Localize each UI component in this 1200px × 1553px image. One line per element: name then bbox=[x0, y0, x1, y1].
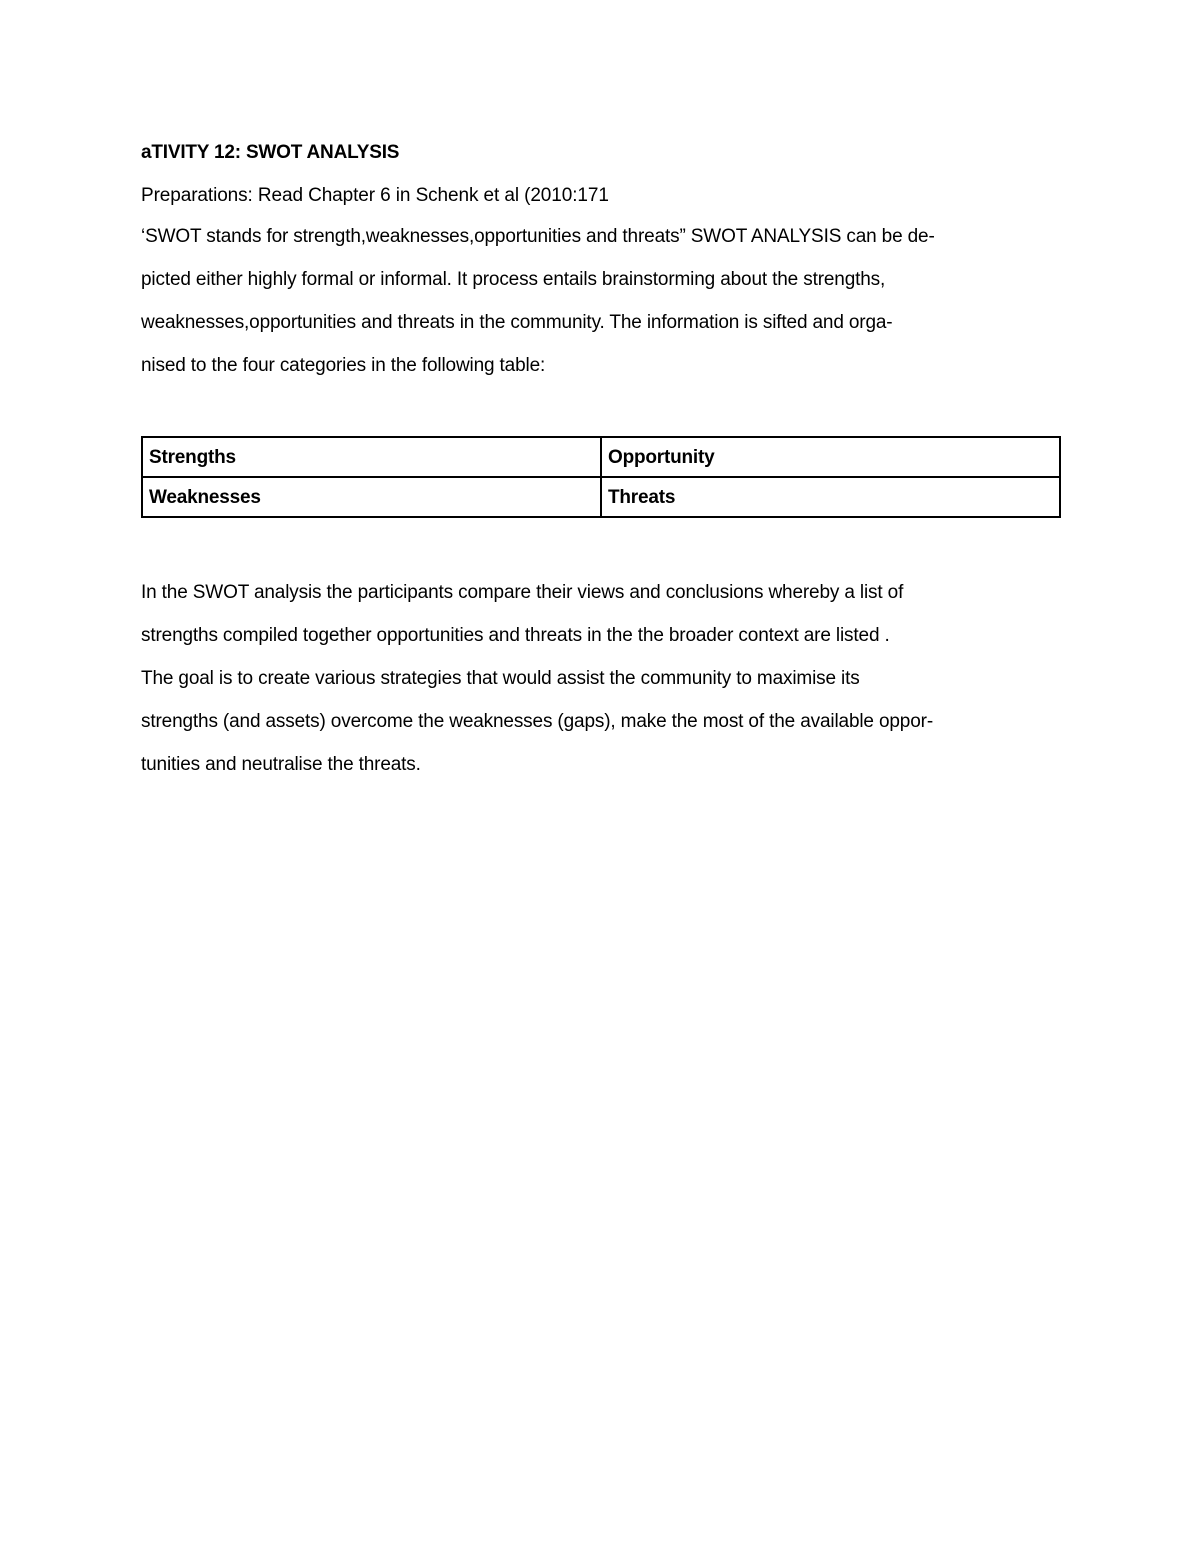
conclusion-line: In the SWOT analysis the participants compare their views and conclusions whereby a list of bbox=[141, 582, 904, 603]
conclusion-line: strengths compiled together opportunities and threats in the the broader context are listed . bbox=[141, 625, 890, 646]
preparations-line: Preparations: Read Chapter 6 in Schenk et al (2010:171 bbox=[141, 185, 609, 206]
table-cell-weaknesses: Weaknesses bbox=[142, 477, 601, 517]
table-cell-threats: Threats bbox=[601, 477, 1060, 517]
table-row bbox=[142, 477, 1060, 517]
activity-title: aTIVITY 12: SWOT ANALYSIS bbox=[141, 142, 400, 163]
intro-line: weaknesses,opportunities and threats in the community. The information is sifted and orga- bbox=[141, 312, 893, 333]
table-row bbox=[142, 437, 1060, 477]
intro-line: ‘SWOT stands for strength,weaknesses,opportunities and threats” SWOT ANALYSIS can be de- bbox=[141, 226, 935, 247]
document-page bbox=[141, 140, 1061, 786]
table-cell-opportunity: Opportunity bbox=[601, 437, 1060, 477]
conclusion-line: The goal is to create various strategies that would assist the community to maximise its bbox=[141, 668, 860, 689]
conclusion-paragraph bbox=[141, 571, 1061, 786]
intro-line: nised to the four categories in the following table: bbox=[141, 355, 546, 376]
intro-paragraph bbox=[141, 215, 1061, 387]
intro-line: picted either highly formal or informal. It process entails brainstorming about the strengths, bbox=[141, 269, 886, 290]
swot-table bbox=[141, 436, 1061, 518]
conclusion-line: tunities and neutralise the threats. bbox=[141, 754, 421, 775]
conclusion-line: strengths (and assets) overcome the weaknesses (gaps), make the most of the available oppor- bbox=[141, 711, 933, 732]
table-cell-strengths: Strengths bbox=[142, 437, 601, 477]
